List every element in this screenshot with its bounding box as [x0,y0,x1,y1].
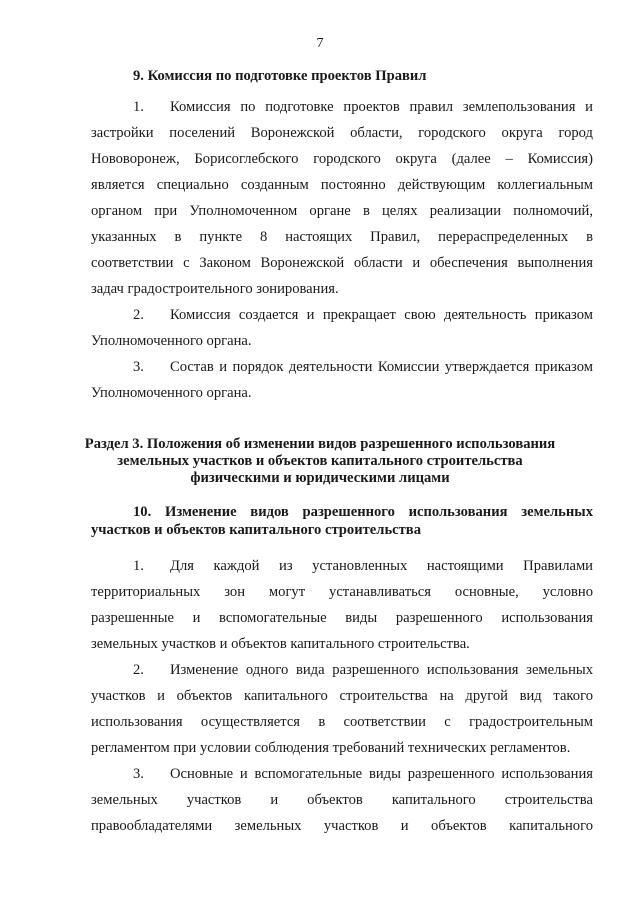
paragraph-line: 3. Основные и вспомогательные виды разрешенного использования [133,766,593,782]
page-number: 7 [316,36,324,51]
paragraph-line: земельных участков и объектов капитального строительства. [91,636,470,652]
paragraph-line: Уполномоченного органа. [91,333,252,349]
paragraph-line: разрешенные и вспомогательные виды разрешенного использования [91,610,593,626]
paragraph-line: территориальных зон могут устанавливаться основные, условно [91,584,593,600]
razdel-3-title: Раздел 3. Положения об изменении видов разрешенного использования [84,436,556,452]
paragraph-line: 1. Комиссия по подготовке проектов правил землепользования и [133,99,593,115]
paragraph-line: правообладателями земельных участков и объектов капитального [91,818,593,834]
paragraph-line: указанных в пункте 8 настоящих Правил, перераспределенных в [91,229,593,245]
paragraph-line: соответствии с Законом Воронежской области и обеспечения выполнения [91,255,593,271]
section-10-heading: 10. Изменение видов разрешенного использования земельных [133,504,593,520]
paragraph-line: регламентом при условии соблюдения требований технических регламентов. [91,740,571,756]
item-number: 1. [133,99,144,115]
paragraph-line: застройки поселений Воронежской области, городского округа город [91,125,593,141]
paragraph-line: является специально созданным постоянно действующим коллегиальным [91,177,593,193]
paragraph-line: 3. Состав и порядок деятельности Комиссии утверждается приказом [133,359,593,375]
paragraph-line: 1. Для каждой из установленных настоящими Правилами [133,558,593,574]
item-number: 2. [133,307,144,323]
razdel-3-title: земельных участков и объектов капитального строительства [117,453,523,469]
item-number: 2. [133,662,144,678]
item-number: 3. [133,359,144,375]
paragraph-line: земельных участков и объектов капитального строительства [91,792,593,808]
paragraph-line: использования осуществляется в соответствии с градостроительным [91,714,593,730]
paragraph-line: участков и объектов капитального строительства на другой вид такого [91,688,593,704]
section-10-heading: участков и объектов капитального строительства [91,522,421,538]
paragraph-line: 2. Изменение одного вида разрешенного использования земельных [133,662,593,678]
paragraph-line: 2. Комиссия создается и прекращает свою деятельность приказом [133,307,593,323]
item-number: 1. [133,558,144,574]
item-number: 3. [133,766,144,782]
razdel-3-title: физическими и юридическими лицами [190,470,450,486]
paragraph-line: органом при Уполномоченном органе в целях реализации полномочий, [91,203,593,219]
section-9-heading: 9. Комиссия по подготовке проектов Правил [133,68,427,84]
paragraph-line: задач градостроительного зонирования. [91,281,339,297]
paragraph-line: Нововоронеж, Борисоглебского городского округа (далее – Комиссия) [91,151,593,167]
paragraph-line: Уполномоченного органа. [91,385,252,401]
